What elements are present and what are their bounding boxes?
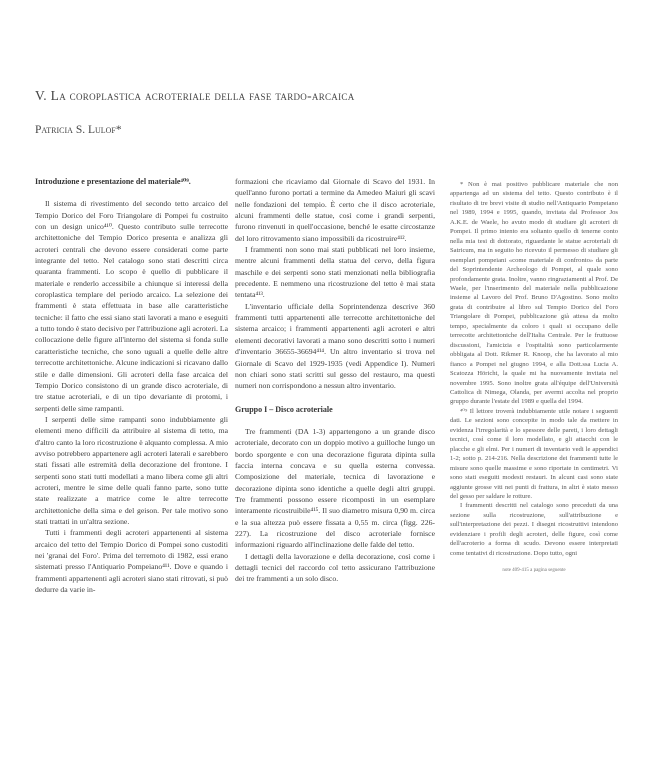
section-heading-gruppo-1: Gruppo I – Disco acroteriale	[235, 404, 333, 414]
paragraph: Tre frammenti (DA 1-3) appartengono a un grande disco acroteriale, decorato con un doppio motivo a guilloche lungo un bordo sporgente e con una decorazione figurata dipinta sulla faccia interna concava e su quella esterna convessa. Composizione del materiale, tecnica di lavorazione e decorazione dipinta sono identiche a quelle degli altri gruppi. Tre frammenti possono essere ricomposti in un esemplare interamente ricostruibile⁴¹⁵. Il suo diametro misura 0,90 m. circa e la sua altezza può essere fissata a 0,55 m. circa (figg. 226-227). La ricostruzione del disco acroteriale fornisce informazioni riguardo all'inclinazione delle falde del tetto.	[235, 426, 435, 550]
paragraph: Il sistema di rivestimento del secondo tetto arcaico del Tempio Dorico del Foro Triangolare di Pompei fu costruito con un design unico⁴¹⁰. Questo contributo sulle terrecotte architettoniche del Tempio Dorico presenta e analizza gli acroteri centrali che devono essere considerati come parte integrante del tetto. Nel catalogo sono stati descritti circa quaranta frammenti. Lo scopo è quello di pubblicare il materiale e renderlo accessibile a chiunque si interessi della coroplastica templare del periodo arcaico. La selezione dei frammenti è stata effettuata in base alle caratteristiche tecniche: il fatto che essi siano stati lavorati a mano e eseguiti a tutto tondo è stato decisivo per l'attribuzione agli acroteri. La collocazione delle figure all'interno del sistema si fonda sulle caratteristiche tecniche, che sono uguali a quelle delle altre terrecotte architettoniche. Alcune indicazioni si ricavano dallo stile e dalle dimensioni. Gli acroteri della fase arcaica del Tempio Dorico consistono di un grande disco acroteriale, di tre statue acroteriali, e di un tipo devariante di protomi, i serpenti delle sime rampanti.	[35, 199, 228, 413]
column-2	[235, 176, 435, 585]
paragraph: L'inventario ufficiale della Soprintendenza descrive 360 frammenti tutti appartenenti alle terrecotte architettoniche del sistema arcaico; i frammenti appartenenti agli acroteri e altri elementi decorativi lavorati a mano sono descritti sotto i numeri d'inventario 36655-36694⁴¹⁴. Un altro inventario si trova nel Giornale di Scavo del 1929-1935 (vedi Appendice I). Numeri non chiari sono stati scritti sul gesso del restauro, ma questi numeri non corrispondono a nessun altro inventario.	[235, 301, 435, 391]
footnotes-column	[450, 180, 618, 576]
author-name: Patricia S. Lulof*	[35, 124, 122, 136]
section-heading-introduction: Introduzione e presentazione del materiale⁴⁰⁹.	[35, 177, 191, 186]
footnote: * Non è mai positivo pubblicare materiale che non appartenga ad un sistema del tetto. Questo contributo è il risultato di tre brevi visite di studio nell'Antiquario Pompeiano nel 1989, 1994 e 1995, quando, invitata dal Professor Jos A.K.E. de Waele, ho avuto modo di studiare gli acroteri di Pompei. Il primo intento era soltanto quello di tenerne conto nella mia tesi di dottorato, riguardante le statue acroteriali di Satricum, ma in seguito ho ricevuto il permesso di studiare gli esemplari pompeiani «come materiale di confronto» da parte del Soprintendente Archeologo di Pompei, al quale sono profondamente grata. Inoltre, vanno ringraziamenti al Prof. De Waele, per l'inserimento del materiale nella pubblicazione insieme al Lavoro del Prof. Bruno D'Agostino. Sono molto grata di contribuire al libro sul Tempio Dorico del Foro Triangolare di Pompei, pubblicazione già attesa da molto tempo, specialmente da coloro i quali si occupano delle terrecotte architettoniche dell'Italia Centrale. Per le fruttuose discussioni, l'amicizia e l'ospitalità sono particolarmente obbligata al Dott. Rikmer R. Knoop, che ha lavorato al mio fianco a Pompei nel giugno 1994, e alla Dott.ssa Lucia A. Scatozza Höricht, la quale mi ha nuovamente invitata nel novembre 1995. Sono inoltre grata all'équipe dell'Università Cattolica di Nimega, Olanda, per avermi accolta nel proprio gruppo durante l'estate del 1989 e quella del 1994.	[450, 181, 618, 406]
paragraph: I dettagli della lavorazione e della decorazione, così come i dettagli tecnici del raccordo col tetto assicurano l'attribuzione dei tre frammenti a un solo disco.	[235, 551, 435, 584]
column-1	[35, 176, 228, 595]
page-footer-note: note 409-415 a pagina seguente	[502, 568, 566, 574]
footnote: I frammenti descritti nel catalogo sono preceduti da una sezione sulla ricostruzione, sull'attribuzione e sull'interpretazione dei pezzi. I disegni ricostruttivi intendono evidenziare i profili degli acroteri, delle figure, così come dell'acroterio a forma di scudo. Devono essere interpretati come tentativi di ricostruzione. Dopo tutto, ogni	[450, 502, 618, 557]
paragraph: formazioni che ricaviamo dal Giornale di Scavo del 1931. In quell'anno furono portati a termine da Amedeo Maiuri gli scavi nelle fondazioni del tempio. È certo che il disco acroteriale, alcuni frammenti delle statue, così come i grandi serpenti, furono rinvenuti in quell'occasione, benché le esatte circostanze del loro ritrovamento siano impossibili da ricostruire⁴¹².	[235, 177, 435, 243]
paragraph: I frammenti non sono mai stati pubblicati nel loro insieme, mentre alcuni frammenti della statua del cervo, della figura maschile e dei serpenti sono stati menzionati nella bibliografia precedente. E nemmeno una ricostruzione del tetto è mai stata tentata⁴¹³.	[235, 245, 435, 300]
chapter-title: V. La coroplastica acroteriale della fase tardo-arcaica	[35, 88, 355, 103]
paragraph: I serpenti delle sime rampanti sono indubbiamente gli elementi meno difficili da attribuire al sistema di tetto, ma d'altro canto la loro ricostruzione è alquanto complessa. A mio avviso potrebbero appartenere agli acroteri laterali e sarebbero stati fissati alle estremità della decorazione del frontone. I serpenti sono stati tutti modellati a mano libera come gli altri acroteri, mentre le sime delle quali fanno parte, sono tutte state realizzate a matrice come le altre terrecotte architettoniche della sima e del geison. Per tale motivo sono stati trattati in un'altra sezione.	[35, 414, 228, 526]
paragraph: Tutti i frammenti degli acroteri appartenenti al sistema arcaico del tetto del Tempio Dorico di Pompei sono custoditi nei 'granai del Foro'. Prima del terremoto di 1982, essi erano sistemati presso l'Antiquario Pompeiano⁴¹¹. Dove e quando i frammenti appartenenti agli acroteri siano stati ritrovati, si può dedurre da varie in-	[35, 528, 228, 595]
footnote: ⁴⁰⁹ Il lettore troverà indubbiamente utile notare i seguenti dati. Le sezioni sono concepite in modo tale da mettere in evidenza l'irregolarità e lo spessore delle pareti, i loro dettagli tecnici, così come il loro modellato, e gli attacchi con le placche e gli elmi. Per i numeri di inventario vedi le appendici 1-2; sotto p. 214-216. Nella descrizione dei frammenti tutte le misure sono quelle massime e sono riportate in centimetri. Vi sono stati eseguiti modesti restauri. In alcuni casi sono state aggiunte grosse viti nei punti di frattura, in altri è stato messo del gesso per saldare le rotture.	[450, 407, 618, 500]
